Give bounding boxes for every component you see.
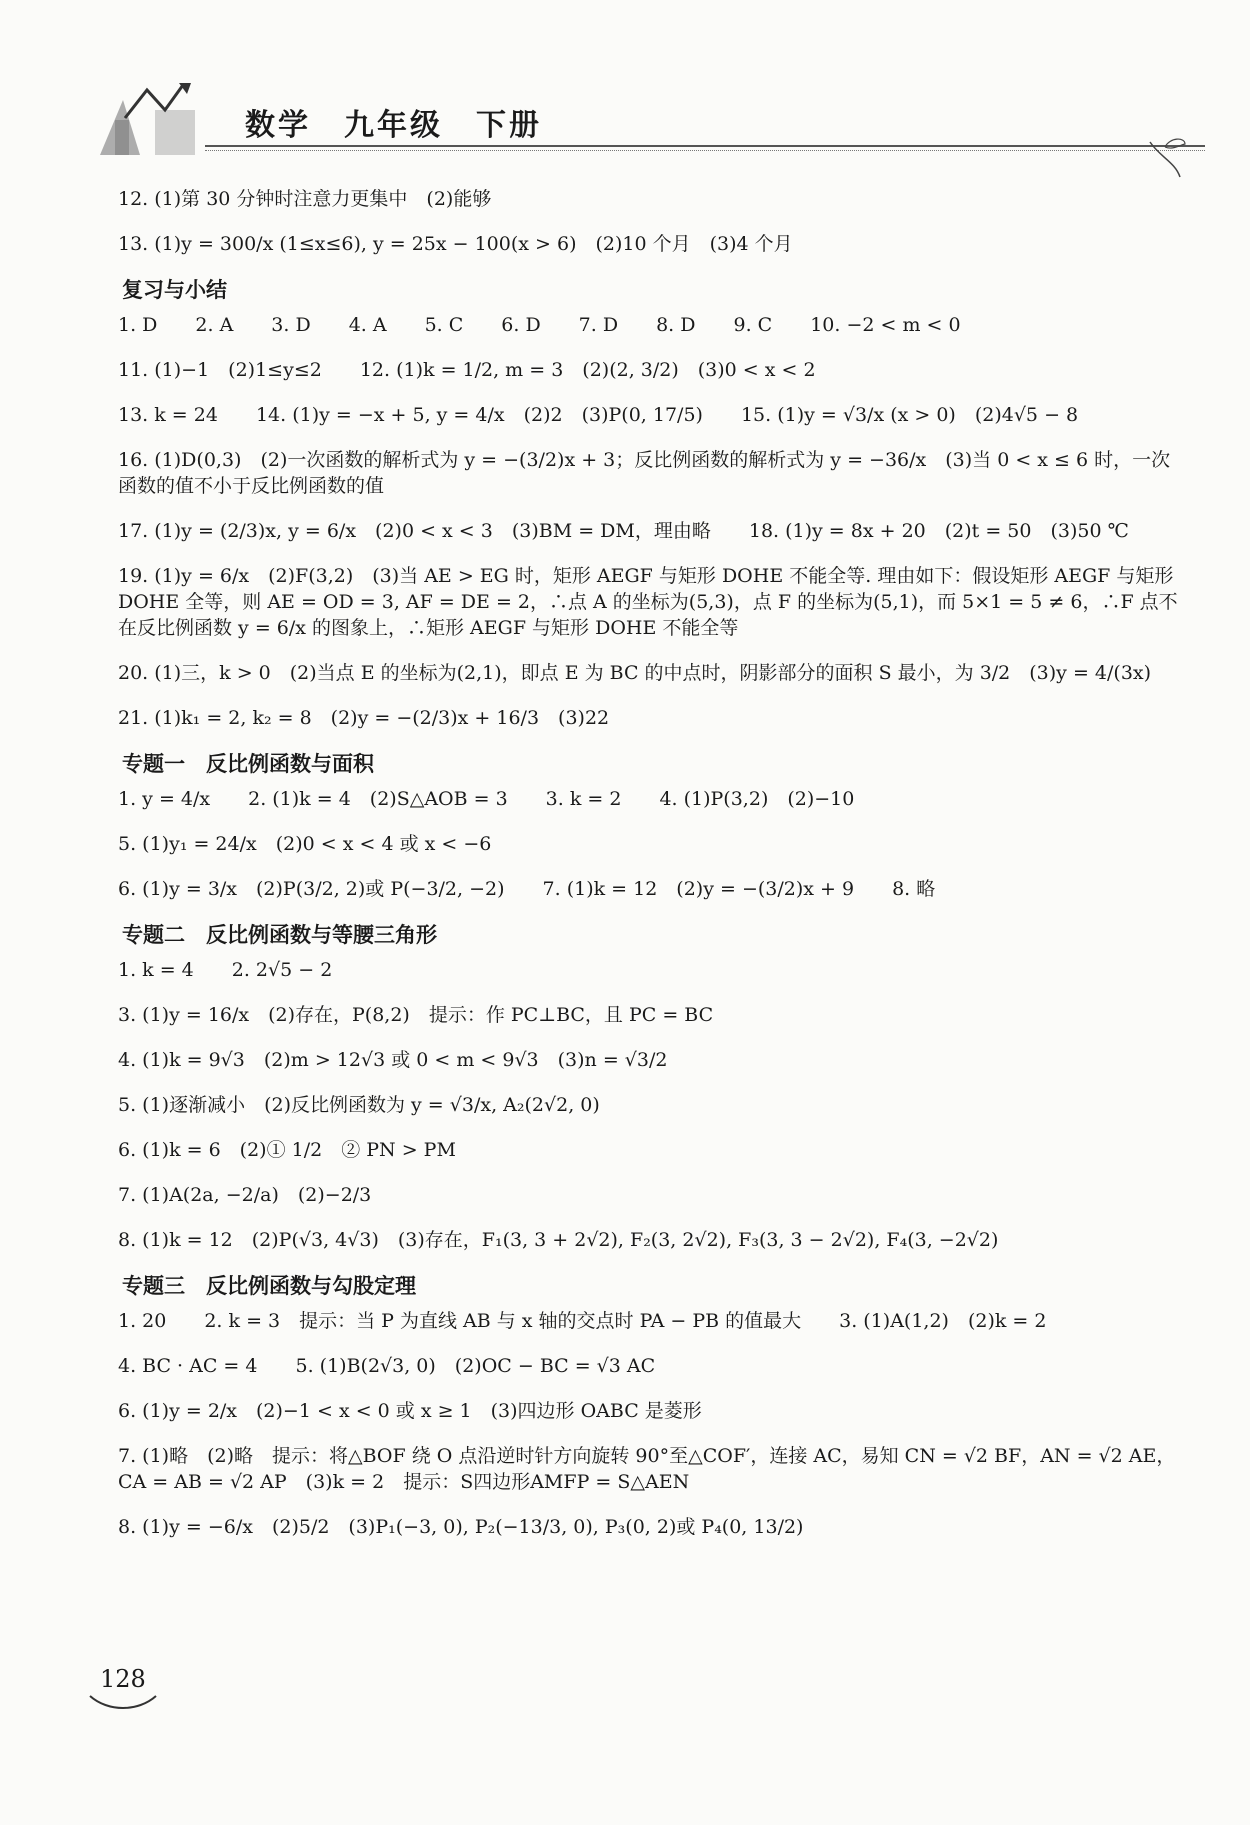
answer-line: 1. k = 4 2. 2√5 − 2 [118,959,333,981]
answer-line: 17. (1)y = (2/3)x, y = 6/x (2)0 < x < 3 (3)BM = DM，理由略 18. (1)y = 8x + 20 (2)t = 50 (3)50 ℃ [118,520,1129,542]
answer-line: 21. (1)k₁ = 2, k₂ = 8 (2)y = −(2/3)x + 16/3 (3)22 [118,707,610,729]
answer-line: 12. (1)第 30 分钟时注意力更集中 (2)能够 [118,188,492,210]
answer-line: 1. D 2. A 3. D 4. A 5. C 6. D 7. D 8. D 9. C 10. −2 < m < 0 [118,314,961,336]
answer-line: 13. (1)y = 300/x (1≤x≤6), y = 25x − 100(x > 6) (2)10 个月 (3)4 个月 [118,233,793,255]
leaf-ornament-icon [1140,132,1190,182]
answer-line: 7. (1)略 (2)略 提示：将△BOF 绕 O 点沿逆时针方向旋转 90°至△COF′，连接 AC，易知 CN = √2 BF，AN = √2 AE，CA = AB = √2 AP (3)k = 2 提示：S四边形AMFP = S△AEN [118,1445,1176,1493]
section-heading: 专题二 反比例函数与等腰三角形 [122,923,437,947]
section-heading: 复习与小结 [122,278,227,302]
header-rule [205,145,1205,147]
answer-line: 13. k = 24 14. (1)y = −x + 5, y = 4/x (2)2 (3)P(0, 17/5) 15. (1)y = √3/x (x > 0) (2)4√5 − 8 [118,404,1079,426]
answer-line: 5. (1)y₁ = 24/x (2)0 < x < 4 或 x < −6 [118,833,492,855]
page-number: 128 [100,1665,146,1693]
section-heading: 专题一 反比例函数与面积 [122,752,374,776]
answer-line: 20. (1)三，k > 0 (2)当点 E 的坐标为(2,1)，即点 E 为 BC 的中点时，阴影部分的面积 S 最小，为 3/2 (3)y = 4/(3x) [118,662,1152,684]
page-title: 数学 九年级 下册 [245,108,542,143]
answer-line: 8. (1)k = 12 (2)P(√3, 4√3) (3)存在，F₁(3, 3 + 2√2), F₂(3, 2√2), F₃(3, 3 − 2√2), F₄(3, −2√2) [118,1229,999,1251]
answer-line: 16. (1)D(0,3) (2)一次函数的解析式为 y = −(3/2)x + 3；反比例函数的解析式为 y = −36/x (3)当 0 < x ≤ 6 时，一次函数的值不小于反比例函数的值 [118,449,1171,497]
answer-line: 6. (1)y = 3/x (2)P(3/2, 2)或 P(−3/2, −2) 7. (1)k = 12 (2)y = −(3/2)x + 9 8. 略 [118,878,936,900]
answer-line: 19. (1)y = 6/x (2)F(3,2) (3)当 AE > EG 时，矩形 AEGF 与矩形 DOHE 不能全等. 理由如下：假设矩形 AEGF 与矩形 DOHE 全等，则 AE = OD = 3, AF = DE = 2，∴点 A 的坐标为(5,3)，点 F 的坐标为(5,1)，而 5×1 = 5 ≠ 6，∴F 点不在反比例函数 y = 6/x 的图象上，∴矩形 AEGF 与矩形 DOHE 不能全等 [118,565,1178,639]
answer-line: 4. (1)k = 9√3 (2)m > 12√3 或 0 < m < 9√3 (3)n = √3/2 [118,1049,668,1071]
answer-line: 6. (1)k = 6 (2)① 1/2 ② PN > PM [118,1139,456,1161]
header-rule-dotted [205,150,1205,151]
answer-line: 5. (1)逐渐减小 (2)反比例函数为 y = √3/x, A₂(2√2, 0) [118,1094,600,1116]
page-header [95,80,1185,170]
answer-line: 11. (1)−1 (2)1≤y≤2 12. (1)k = 1/2, m = 3 (2)(2, 3/2) (3)0 < x < 2 [118,359,816,381]
book-logo-icon [95,80,215,160]
answer-line: 7. (1)A(2a, −2/a) (2)−2/3 [118,1184,372,1206]
answer-line: 1. y = 4/x 2. (1)k = 4 (2)S△AOB = 3 3. k = 2 4. (1)P(3,2) (2)−10 [118,788,855,810]
answer-line: 8. (1)y = −6/x (2)5/2 (3)P₁(−3, 0), P₂(−13/3, 0), P₃(0, 2)或 P₄(0, 13/2) [118,1516,804,1538]
answer-line: 6. (1)y = 2/x (2)−1 < x < 0 或 x ≥ 1 (3)四边形 OABC 是菱形 [118,1400,702,1422]
answer-list [118,186,1178,1559]
answer-line: 4. BC · AC = 4 5. (1)B(2√3, 0) (2)OC − BC = √3 AC [118,1355,656,1377]
section-heading: 专题三 反比例函数与勾股定理 [122,1274,416,1298]
answer-line: 1. 20 2. k = 3 提示：当 P 为直线 AB 与 x 轴的交点时 PA − PB 的值最大 3. (1)A(1,2) (2)k = 2 [118,1310,1047,1332]
answer-line: 3. (1)y = 16/x (2)存在，P(8,2) 提示：作 PC⊥BC，且 PC = BC [118,1004,714,1026]
page-number-curve-icon [88,1692,158,1712]
